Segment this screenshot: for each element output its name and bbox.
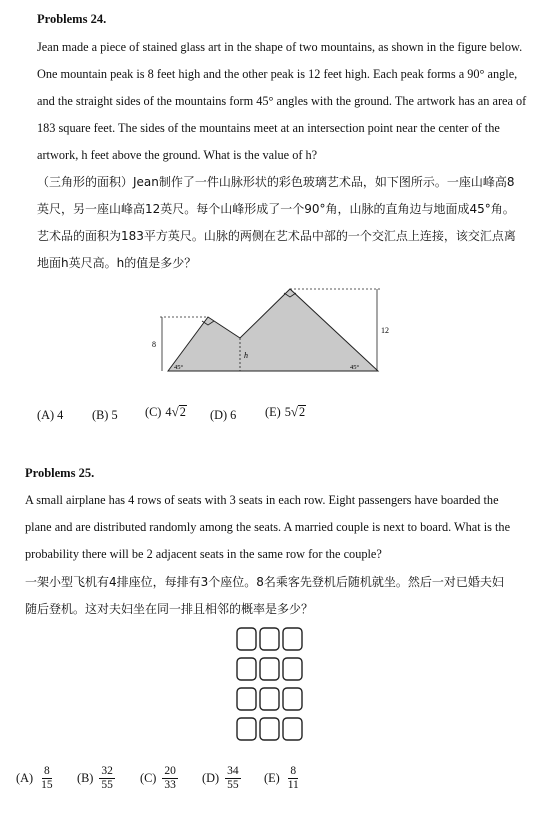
p24-choice-d[interactable]: (D) 6 <box>210 408 237 422</box>
seat <box>237 628 256 650</box>
p24-choice-a[interactable]: (A) 4 <box>37 408 64 422</box>
fraction: $\frac{8}{11}$ <box>287 765 299 792</box>
fraction: $\frac{34}{55}$ <box>227 765 239 792</box>
seat <box>260 658 279 680</box>
p25-text-line-2: plane and are distributed randomly among the seats. A married couple is next to board. What is the <box>25 520 511 534</box>
left-angle-label: 45° <box>174 364 184 371</box>
p24-text-line-2: One mountain peak is 8 feet high and the other peak is 12 feet high. Each peak forms a 90° angle, <box>37 67 518 81</box>
p25-cn-line-2: 随后登机。这对夫妇坐在同一排且相邻的概率是多少？ <box>25 602 314 616</box>
p24-cn-line-1: （三角形的面积）Jean制作了一件山脉形状的彩色玻璃艺术品，如下图所示。一座山峰高8 <box>37 175 515 189</box>
seat <box>260 688 279 710</box>
p24-text-line-5: artwork, h feet above the ground. What is the value of h? <box>37 148 318 162</box>
right-height-label: 12 <box>381 326 389 335</box>
p25-cn-line-1: 一架小型飞机有4排座位，每排有3个座位。8名乘客先登机后随机就坐。然后一对已婚夫妇 <box>25 575 504 589</box>
p24-cn-line-4: 地面h英尺高。h的值是多少？ <box>37 256 197 270</box>
p24-choice-c[interactable]: (C) 4 √ 2 <box>145 404 186 420</box>
mountain-figure <box>150 283 390 378</box>
p24-text-line-4: 183 square feet. The sides of the mountains meet at an intersection point near the center of the <box>37 121 500 135</box>
seat <box>283 658 302 680</box>
right-angle-label: 45° <box>350 364 360 371</box>
sqrt-expression: 4 √ 2 <box>165 404 186 420</box>
p24-choice-b[interactable]: (B) 5 <box>92 408 118 422</box>
h-label: h <box>244 351 248 360</box>
seat <box>283 688 302 710</box>
seat <box>260 628 279 650</box>
problem-24-heading: Problems 24. <box>37 12 107 26</box>
p25-text-line-3: probability there will be 2 adjacent seats in the same row for the couple? <box>25 547 382 561</box>
p25-choice-c[interactable]: (C) $\frac{20}{33}$ <box>140 765 176 792</box>
seat <box>260 718 279 740</box>
p25-choice-e[interactable]: (E) $\frac{8}{11}$ <box>264 765 299 792</box>
p25-choice-a[interactable]: (A) $\frac{8}{15}$ <box>16 765 53 792</box>
sqrt-expression: 5 √ 2 <box>284 404 306 420</box>
seat <box>283 718 302 740</box>
p24-cn-line-3: 艺术品的面积为183平方英尺。山脉的两侧在艺术品中部的一个交汇点上连接，该交汇点离 <box>37 229 516 243</box>
seat <box>283 628 302 650</box>
fraction: $\frac{20}{33}$ <box>164 765 176 792</box>
seat <box>237 658 256 680</box>
mountain-shape <box>168 289 378 371</box>
p25-choice-d[interactable]: (D) $\frac{34}{55}$ <box>202 765 239 792</box>
p24-choice-e[interactable]: (E) 5 √ 2 <box>265 404 306 420</box>
seat-grid <box>236 627 306 745</box>
p25-choice-b[interactable]: (B) $\frac{32}{55}$ <box>77 765 113 792</box>
seat <box>237 718 256 740</box>
p24-text-line-1: Jean made a piece of stained glass art in the shape of two mountains, as shown in the figure below. <box>37 40 523 54</box>
fraction: $\frac{8}{15}$ <box>41 765 53 792</box>
problem-25-heading: Problems 25. <box>25 466 95 480</box>
p24-cn-line-2: 英尺，另一座山峰高12英尺。每个山峰形成了一个90°角，山脉的直角边与地面成45°角。 <box>37 202 515 216</box>
fraction: $\frac{32}{55}$ <box>101 765 113 792</box>
p24-text-line-3: and the straight sides of the mountains form 45° angles with the ground. The artwork has an area of <box>37 94 527 108</box>
left-height-label: 8 <box>152 340 156 349</box>
p25-text-line-1: A small airplane has 4 rows of seats with 3 seats in each row. Eight passengers have boarded the <box>25 493 499 507</box>
seat <box>237 688 256 710</box>
